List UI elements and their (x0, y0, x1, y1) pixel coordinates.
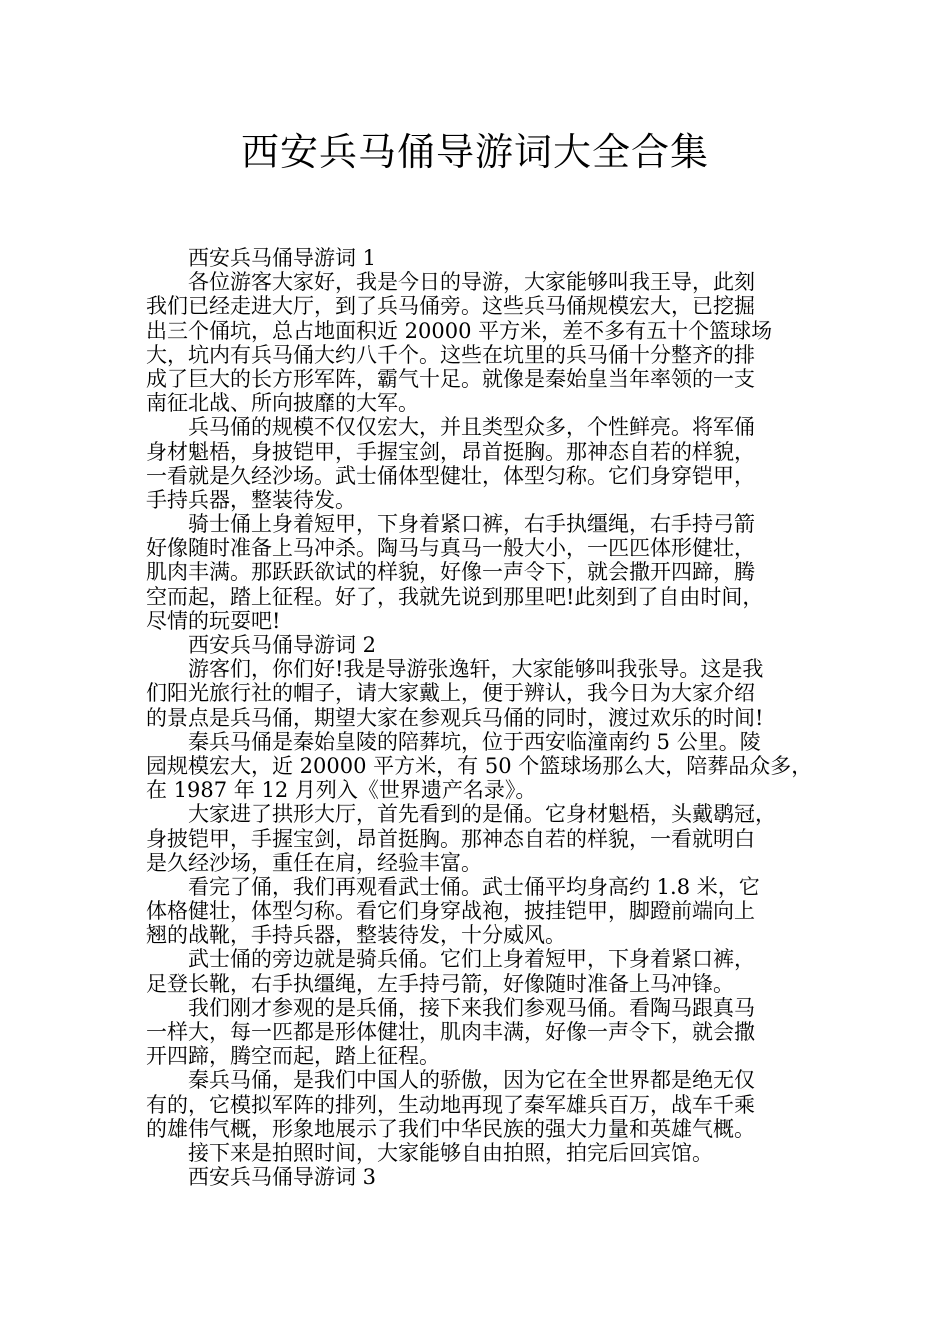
paragraph-line-indented: 我们刚才参观的是兵俑，接下来我们参观马俑。看陶马跟真马 (188, 995, 755, 1020)
paragraph-line: 的景点是兵马俑，期望大家在参观兵马俑的同时，渡过欢乐的时间! (146, 705, 764, 730)
paragraph-line-indented: 秦兵马俑，是我们中国人的骄傲，因为它在全世界都是绝无仅 (188, 1068, 755, 1093)
paragraph-line: 身披铠甲，手握宝剑，昂首挺胸。那神态自若的样貌，一看就明白 (146, 826, 755, 851)
paragraph-line: 体格健壮，体型匀称。看它们身穿战袍，披挂铠甲，脚蹬前端向上 (146, 899, 755, 924)
paragraph-line: 好像随时准备上马冲杀。陶马与真马一般大小，一匹匹体形健壮， (146, 536, 755, 561)
paragraph-line-indented: 西安兵马俑导游词 1 (188, 246, 377, 270)
paragraph-line: 我们已经走进大厅，到了兵马俑旁。这些兵马俑规模宏大，已挖掘 (146, 294, 755, 319)
paragraph-line-indented: 看完了俑，我们再观看武士俑。武士俑平均身高约 1.8 米，它 (188, 874, 760, 899)
paragraph-line: 南征北战、所向披靡的大军。 (146, 391, 419, 416)
paragraph-line-indented: 兵马俑的规模不仅仅宏大，并且类型众多，个性鲜亮。将军俑 (188, 415, 755, 440)
paragraph-line: 园规模宏大，近 20000 平方米，有 50 个篮球场那么大，陪葬品众多， (146, 753, 813, 778)
paragraph-line-indented: 武士俑的旁边就是骑兵俑。它们上身着短甲，下身着紧口裤， (188, 947, 755, 972)
paragraph-line-indented: 骑士俑上身着短甲，下身着紧口裤，右手执缰绳，右手持弓箭 (188, 512, 755, 537)
paragraph-line: 是久经沙场，重任在肩，经验丰富。 (146, 850, 482, 875)
paragraph-line-indented: 西安兵马俑导游词 3 (188, 1165, 377, 1190)
paragraph-line-indented: 游客们，你们好!我是导游张逸轩，大家能够叫我张导。这是我 (188, 657, 764, 682)
paragraph-line: 有的，它模拟军阵的排列，生动地再现了秦军雄兵百万，战车千乘 (146, 1092, 755, 1117)
document-body (146, 246, 812, 1189)
paragraph-line: 一看就是久经沙场。武士俑体型健壮，体型匀称。它们身穿铠甲， (146, 463, 755, 488)
paragraph-line: 足登长靴，右手执缰绳，左手持弓箭，好像随时准备上马冲锋。 (146, 971, 734, 996)
paragraph-line: 出三个俑坑，总占地面积近 20000 平方米，差不多有五十个篮球场 (146, 318, 773, 343)
paragraph-line: 手持兵器，整装待发。 (146, 487, 356, 512)
paragraph-line: 大，坑内有兵马俑大约八千个。这些在坑里的兵马俑十分整齐的排 (146, 342, 755, 367)
paragraph-line: 肌肉丰满。那跃跃欲试的样貌，好像一声令下，就会撒开四蹄，腾 (146, 560, 755, 585)
paragraph-line: 一样大，每一匹都是形体健壮，肌肉丰满，好像一声令下，就会撒 (146, 1020, 755, 1044)
paragraph-line: 尽情的玩耍吧! (146, 608, 281, 633)
page-title: 西安兵马俑导游词大全合集 (240, 130, 709, 174)
paragraph-line-indented: 大家进了拱形大厅，首先看到的是俑。它身材魁梧，头戴鹖冠， (188, 802, 776, 827)
paragraph-line: 成了巨大的长方形军阵，霸气十足。就像是秦始皇当年率领的一支 (146, 366, 755, 391)
paragraph-line: 开四蹄，腾空而起，踏上征程。 (146, 1044, 440, 1069)
paragraph-line: 的雄伟气概，形象地展示了我们中华民族的强大力量和英雄气概。 (146, 1116, 755, 1141)
paragraph-line: 在 1987 年 12 月列入《世界遗产名录》。 (146, 778, 537, 803)
paragraph-line-indented: 西安兵马俑导游词 2 (188, 633, 377, 657)
paragraph-line-indented: 接下来是拍照时间，大家能够自由拍照，拍完后回宾馆。 (188, 1140, 713, 1165)
paragraph-line: 身材魁梧，身披铠甲，手握宝剑，昂首挺胸。那神态自若的样貌， (146, 439, 755, 464)
paragraph-line-indented: 各位游客大家好，我是今日的导游，大家能够叫我王导，此刻 (188, 270, 755, 295)
paragraph-line: 们阳光旅行社的帽子，请大家戴上，便于辨认，我今日为大家介绍 (146, 681, 755, 706)
paragraph-line: 空而起，踏上征程。好了，我就先说到那里吧!此刻到了自由时间， (146, 584, 764, 609)
paragraph-line: 翘的战靴，手持兵器，整装待发，十分威风。 (146, 923, 566, 948)
paragraph-line-indented: 秦兵马俑是秦始皇陵的陪葬坑，位于西安临潼南约 5 公里。陵 (188, 729, 761, 754)
